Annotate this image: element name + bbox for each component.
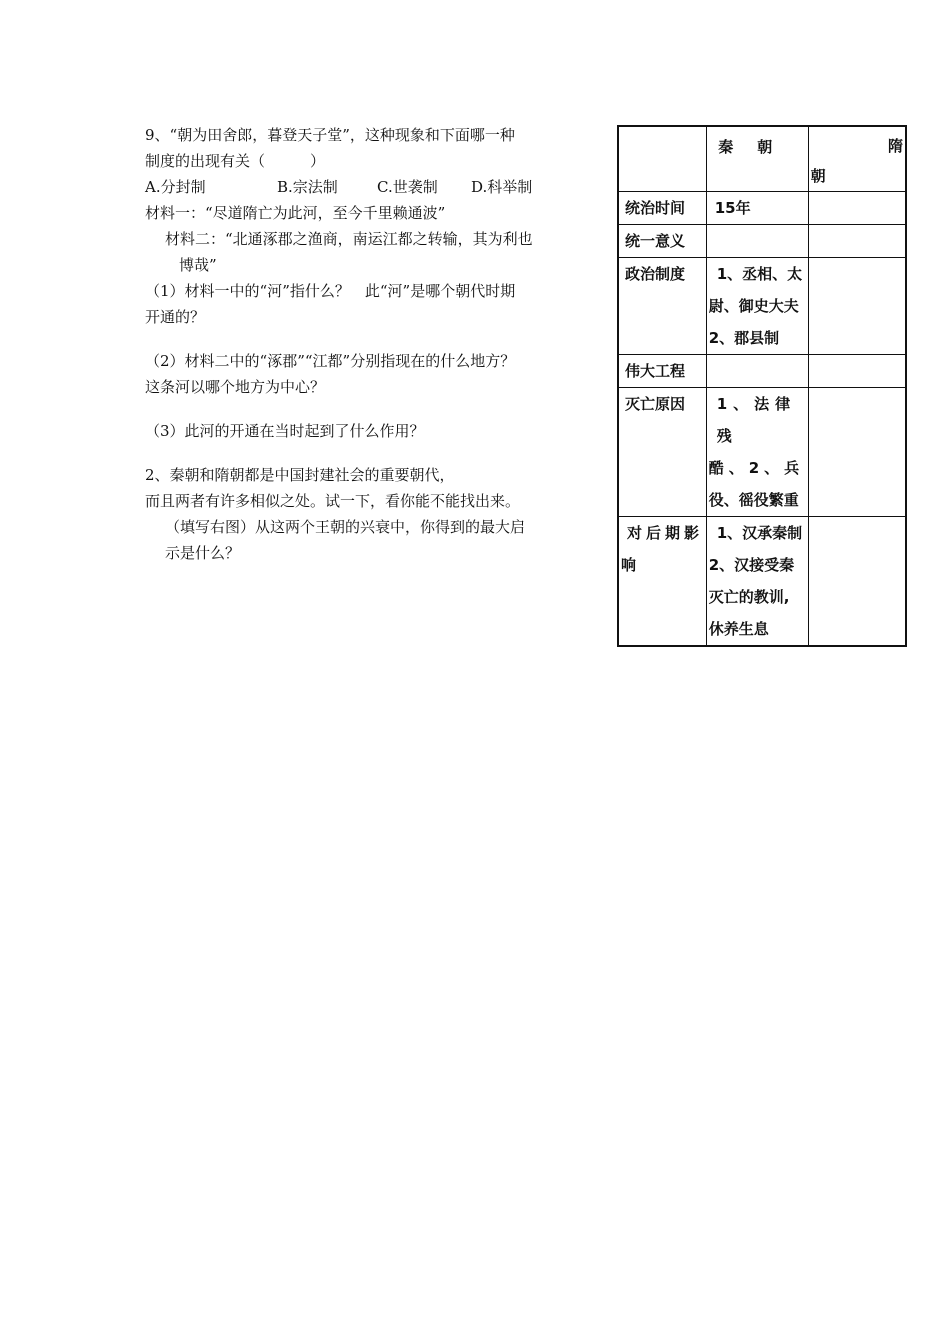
dynasty-comparison-table bbox=[617, 125, 907, 647]
qin-line: 灭亡的教训, bbox=[708, 588, 790, 606]
qin-line: 尉、御史大夫 bbox=[708, 297, 799, 315]
q9-line-2: 制度的出现有关（ ） bbox=[145, 152, 326, 170]
sui-cell bbox=[808, 388, 906, 517]
qin-cell bbox=[706, 517, 808, 647]
sui-cell bbox=[808, 517, 906, 647]
table-corner-cell bbox=[618, 126, 706, 192]
header-sui-char-1: 隋 bbox=[887, 137, 903, 155]
header-sui bbox=[808, 126, 906, 192]
header-sui-char-2: 朝 bbox=[810, 167, 826, 185]
q2-line-2: 而且两者有许多相似之处。试一下，看你能不能找出来。 bbox=[145, 492, 521, 510]
row-label-line: 响 bbox=[621, 556, 637, 574]
table-row bbox=[618, 225, 906, 258]
sub-question-1-line-2: 开通的？ bbox=[145, 308, 206, 326]
row-label: 统一意义 bbox=[618, 225, 706, 258]
sub-question-2-line-2: 这条河以哪个地方为中心？ bbox=[145, 378, 326, 396]
table-row bbox=[618, 258, 906, 355]
sui-cell bbox=[808, 355, 906, 388]
sui-cell bbox=[808, 192, 906, 225]
material-two-line-2: 博哉” bbox=[179, 256, 217, 274]
header-qin: 秦朝 bbox=[706, 126, 808, 192]
option-c: C.世袭制 bbox=[377, 178, 438, 196]
sub-question-2-line-1: （2）材料二中的“涿郡”“江都”分别指现在的什么地方？ bbox=[145, 352, 516, 370]
material-one: 材料一：“尽道隋亡为此河，至今千里赖通波” bbox=[145, 204, 446, 222]
question-block bbox=[145, 122, 615, 566]
table-row bbox=[618, 517, 906, 647]
sub-question-1-line-1: （1）材料一中的“河”指什么？ 此“河”是哪个朝代时期 bbox=[145, 282, 516, 300]
q2-line-4: 示是什么？ bbox=[165, 544, 241, 562]
option-a: A.分封制 bbox=[145, 178, 206, 196]
table-header-row bbox=[618, 126, 906, 192]
qin-line: 酷、2、兵 bbox=[708, 459, 805, 477]
row-label: 统治时间 bbox=[618, 192, 706, 225]
qin-line: 1、丞相、太 bbox=[716, 265, 803, 283]
qin-line: 2、汉接受秦 bbox=[708, 556, 795, 574]
sui-cell bbox=[808, 225, 906, 258]
option-b: B.宗法制 bbox=[277, 178, 338, 196]
qin-cell bbox=[706, 225, 808, 258]
row-label-line: 对后期影 bbox=[627, 524, 704, 542]
qin-line: 休养生息 bbox=[708, 620, 769, 638]
sui-cell bbox=[808, 258, 906, 355]
row-label: 伟大工程 bbox=[618, 355, 706, 388]
qin-cell: 15年 bbox=[706, 192, 808, 225]
q9-line-1: 9、“朝为田舍郎，暮登天子堂”，这种现象和下面哪一种 bbox=[145, 126, 515, 144]
qin-cell bbox=[706, 388, 808, 517]
row-label: 灭亡原因 bbox=[618, 388, 706, 517]
qin-line: 2、郡县制 bbox=[708, 329, 780, 347]
qin-cell bbox=[706, 355, 808, 388]
q2-line-3: （填写右图）从这两个王朝的兴衰中，你得到的最大启 bbox=[165, 518, 526, 536]
table-row bbox=[618, 192, 906, 225]
option-d: D.科举制 bbox=[471, 178, 533, 196]
row-label: 政治制度 bbox=[618, 258, 706, 355]
row-label bbox=[618, 517, 706, 647]
qin-line: 1、汉承秦制 bbox=[716, 524, 803, 542]
material-two-line-1: 材料二：“北通涿郡之渔商，南运江都之转输，其为利也 bbox=[165, 230, 533, 248]
table-row bbox=[618, 388, 906, 517]
q2-line-1: 2、秦朝和隋朝都是中国封建社会的重要朝代， bbox=[145, 466, 455, 484]
qin-line: 役、徭役繁重 bbox=[708, 491, 799, 509]
qin-line: 1、法律残 bbox=[716, 395, 797, 445]
sub-question-3: （3）此河的开通在当时起到了什么作用？ bbox=[145, 422, 425, 440]
qin-cell bbox=[706, 258, 808, 355]
q9-options bbox=[145, 174, 615, 200]
table-row bbox=[618, 355, 906, 388]
